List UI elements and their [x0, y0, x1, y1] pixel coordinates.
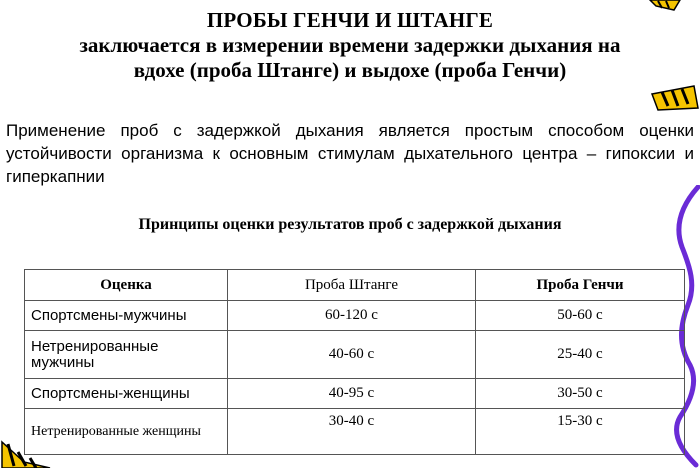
- table-header-row: [25, 270, 685, 301]
- genchi-value: 15-30 с: [476, 409, 685, 455]
- stange-value: 40-60 с: [228, 331, 476, 379]
- table-row: [25, 331, 685, 379]
- row-label: Нетренированные мужчины: [25, 331, 228, 379]
- decor-right-zigzag: [648, 84, 700, 112]
- title-sub-line2: вдохе (проба Штанге) и выдохе (проба Генчи): [133, 58, 567, 82]
- table-row: [25, 301, 685, 331]
- stange-value: 30-40 с: [228, 409, 476, 455]
- table-caption: Принципы оценки результатов проб с задержкой дыхания: [138, 216, 562, 233]
- header-rating: Оценка: [25, 270, 228, 301]
- stange-value: 40-95 с: [228, 379, 476, 409]
- row-label: Спортсмены-мужчины: [25, 301, 228, 331]
- header-stange: Проба Штанге: [228, 270, 476, 301]
- stange-value: 60-120 с: [228, 301, 476, 331]
- row-label: Нетренированные женщины: [25, 409, 228, 455]
- genchi-value: 50-60 с: [476, 301, 685, 331]
- title-main: ПРОБЫ ГЕНЧИ И ШТАНГЕ: [206, 8, 494, 32]
- results-table: [24, 269, 685, 455]
- genchi-value: 25-40 с: [476, 331, 685, 379]
- table-row: [25, 409, 685, 455]
- title-sub-line1: заключается в измерении времени задержки дыхания на: [79, 33, 621, 57]
- intro-paragraph: Применение проб с задержкой дыхания является простым способом оценки устойчивости организма к основным стимулам дыхательного центра – гипоксии и гиперкапнии: [6, 121, 694, 186]
- table-row: [25, 379, 685, 409]
- genchi-value: 30-50 с: [476, 379, 685, 409]
- page-title: [0, 8, 700, 83]
- row-label: Спортсмены-женщины: [25, 379, 228, 409]
- header-genchi: Проба Генчи: [476, 270, 685, 301]
